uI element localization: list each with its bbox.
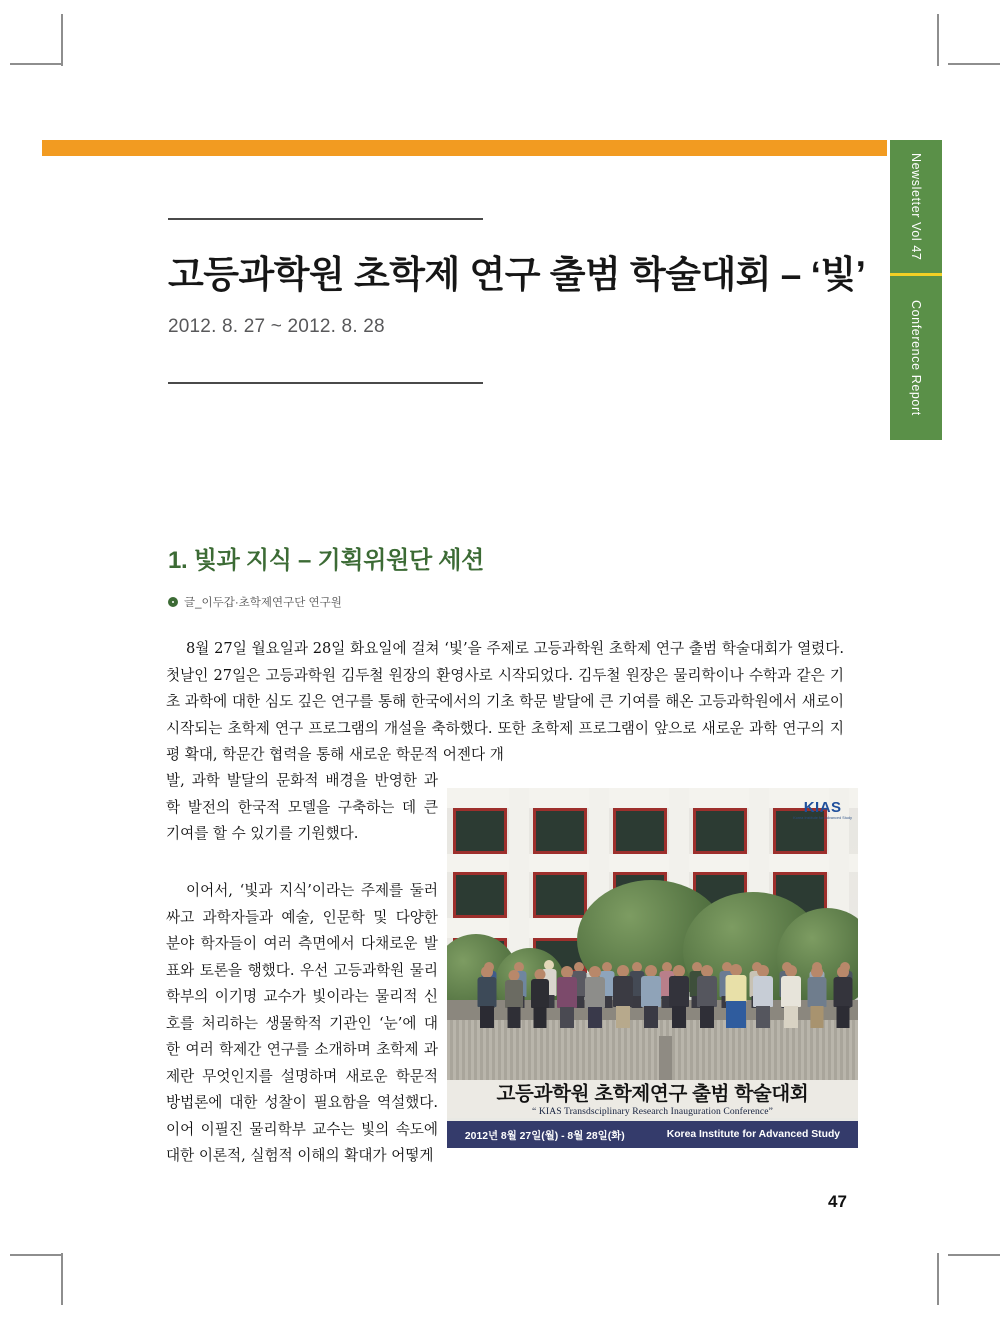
side-tab xyxy=(890,140,942,440)
photo-person xyxy=(833,966,852,1028)
crop-mark-top-right-horizontal xyxy=(948,63,1000,65)
photo-person xyxy=(807,966,826,1028)
paragraph-wide-continued-text: 발, 과학 발달의 문화적 배경을 반영한 과 학 발전의 한국적 모델을 구축하는 데 큰 기여를 할 수 있기를 기원했다. xyxy=(166,772,438,842)
kias-logo-subtitle: Korea Institute for Advanced Study xyxy=(793,816,852,820)
photo-stone-strip xyxy=(659,1036,672,1080)
conference-figure xyxy=(447,788,858,1148)
paragraph-wide-continued xyxy=(166,768,438,848)
byline-text: 글_이두갑·초학제연구단 연구원 xyxy=(184,597,342,609)
paragraph-wide xyxy=(166,636,844,769)
crop-mark-bottom-left-vertical xyxy=(61,1253,63,1305)
photo-ground xyxy=(447,1020,858,1080)
crop-mark-bottom-right-vertical xyxy=(937,1253,939,1305)
crop-mark-top-left-horizontal xyxy=(10,63,62,65)
figure-banner-org: Korea Institute for Advanced Study xyxy=(666,1129,841,1140)
kias-logo-mark: KIAS xyxy=(803,799,842,816)
photo-person xyxy=(557,966,577,1028)
crop-mark-top-left-vertical xyxy=(61,14,63,66)
kias-logo xyxy=(793,800,852,821)
side-tab-volume xyxy=(890,140,942,273)
page-number: 47 xyxy=(828,1192,847,1211)
photo-person xyxy=(725,964,746,1028)
figure-caption-korean: 고등과학원 초학제연구 출범 학술대회 xyxy=(496,1083,809,1105)
event-dates: 2012. 8. 27 ~ 2012. 8. 28 xyxy=(168,316,385,337)
photo-person xyxy=(753,965,773,1028)
figure-banner-date: 2012년 8월 27일(월) - 8월 28일(화) xyxy=(464,1131,625,1142)
side-tab-category xyxy=(890,276,942,440)
side-tab-volume-label: Newsletter Vol 47 xyxy=(909,152,923,261)
page-title: 고등과학원 초학제 연구 출범 학술대회 – ‘빛’ xyxy=(168,254,866,295)
bullet-icon xyxy=(168,597,178,607)
header-accent-bar xyxy=(42,140,887,156)
title-rule-top xyxy=(168,218,483,220)
group-photo xyxy=(447,788,858,1080)
title-rule-bottom xyxy=(168,382,483,384)
side-tab-category-label: Conference Report xyxy=(909,300,923,416)
crop-mark-top-right-vertical xyxy=(937,14,939,66)
photo-person xyxy=(669,965,689,1028)
photo-person xyxy=(585,966,605,1028)
photo-person xyxy=(641,965,661,1028)
photo-person xyxy=(697,965,717,1028)
crop-mark-bottom-left-horizontal xyxy=(10,1254,62,1256)
photo-person xyxy=(613,965,633,1028)
crop-mark-bottom-right-horizontal xyxy=(948,1254,1000,1256)
photo-person xyxy=(781,965,801,1028)
paragraph-two-text: 이어서, ‘빛과 지식’이라는 주제를 둘러싸고 과학자들과 예술, 인문학 및 다양한 분야 학자들이 여러 측면에서 다채로운 발표와 토론을 행했다. 우선 고등과학원 물리학부의 이기명 교수가 빛이라는 물리적 신호를 처리하는 생물학적 기관인 ‘눈’에 대한 여러 학제간 연구를 소개하며 초학제 과제란 무엇인지를 설명하며 새로운 학문적 방법론에 대한 성찰이 필요함을 역설했다. 이어 이필진 물리학부 교수는 빛의 속도에 대한 이론적, 실험적 이해의 확대가 어떻게 xyxy=(166,882,438,1164)
photo-person xyxy=(477,966,496,1028)
figure-banner xyxy=(447,1121,858,1148)
section-heading: 1. 빛과 지식 – 기획위원단 세션 xyxy=(168,547,485,574)
paragraph-two xyxy=(166,878,438,1170)
figure-caption-english: “ KIAS Transdsciplinary Research Inauguration Conference” xyxy=(532,1106,773,1117)
paragraph-wide-text: 8월 27일 월요일과 28일 화요일에 걸쳐 ‘빛’을 주제로 고등과학원 초학제 연구 출범 학술대회가 열렸다. 첫날인 27일은 고등과학원 김두철 원장의 환영사로 시작되었다. 김두철 원장은 물리학이나 수학과 같은 기초 과학에 대한 심도 깊은 연구를 통해 한국에서의 기초 학문 발달에 큰 기여를 해온 고등과학원에서 새로이 시작되는 초학제 연구 프로그램의 개설을 축하했다. 또한 초학제 프로그램이 앞으로 새로운 과학 연구의 지평 확대, 학문간 협력을 통해 새로운 학문적 어젠다 개 xyxy=(166,640,844,763)
figure-caption xyxy=(447,1080,858,1118)
photo-person xyxy=(531,969,549,1028)
photo-person xyxy=(505,970,523,1028)
byline xyxy=(168,594,342,610)
